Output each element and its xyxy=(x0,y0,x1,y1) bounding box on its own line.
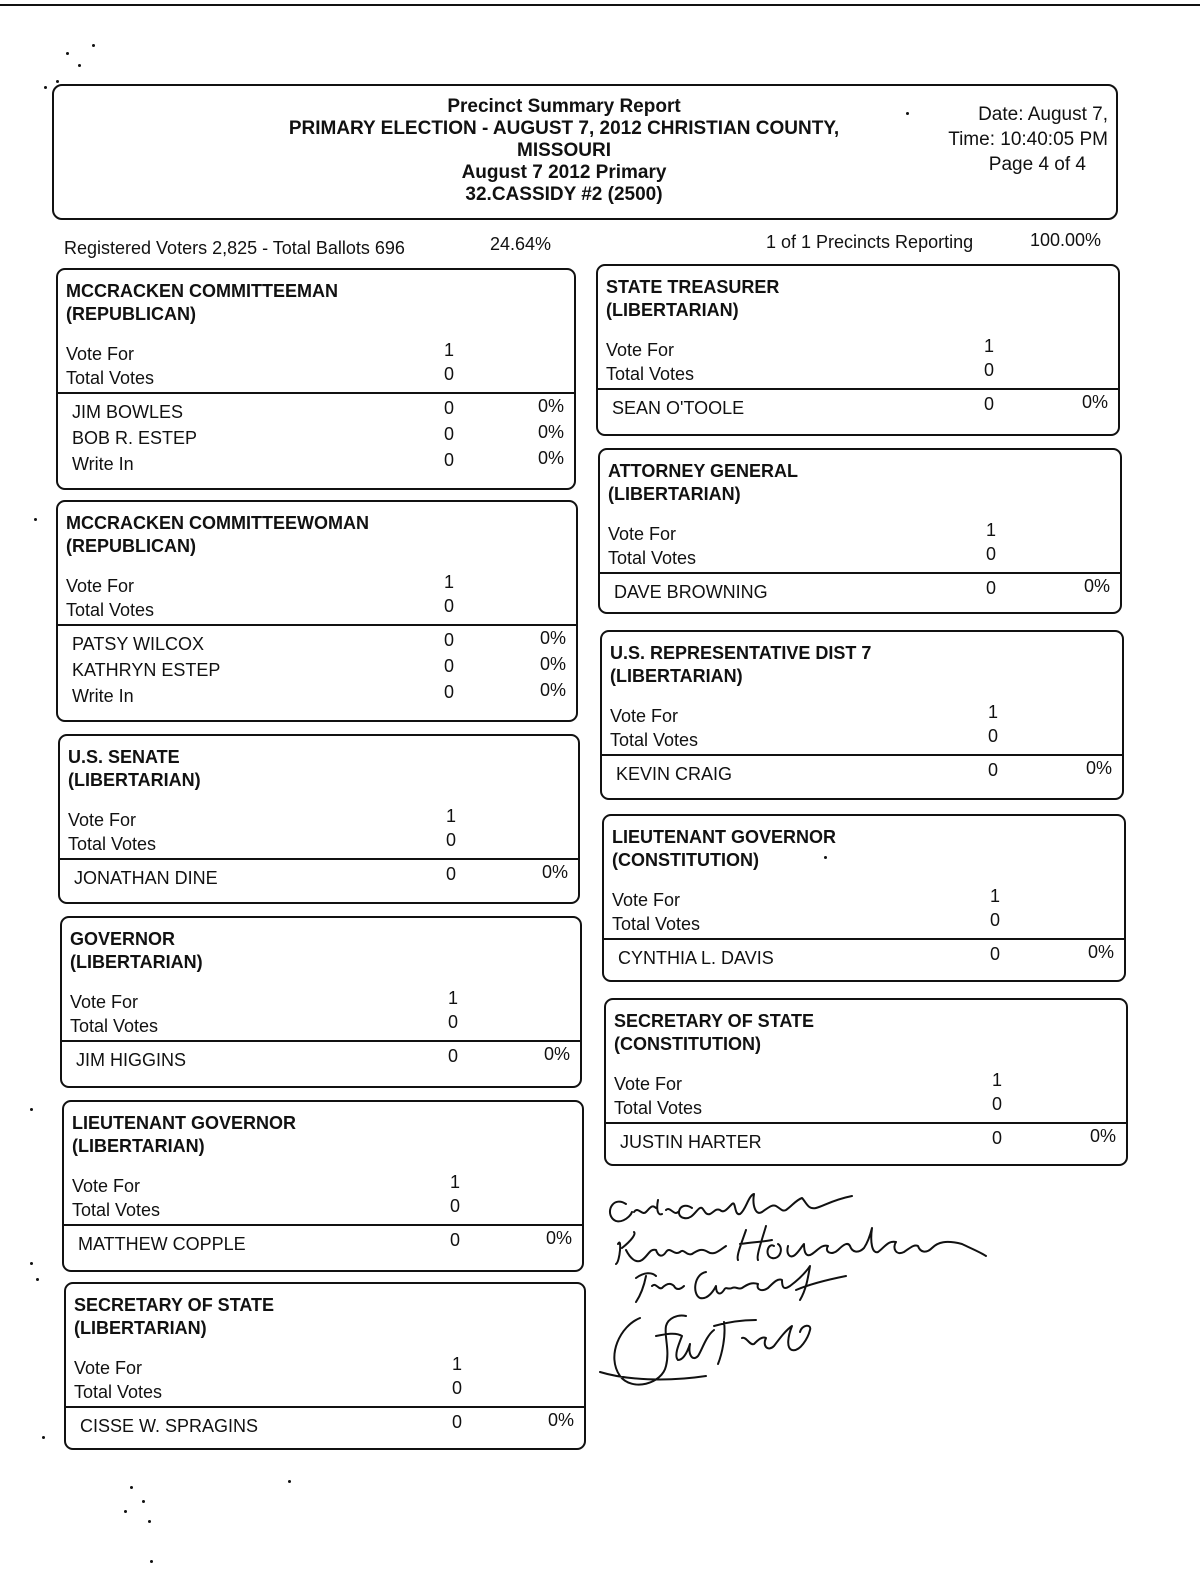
race-title-office: LIEUTENANT GOVERNOR xyxy=(612,827,837,847)
report-header xyxy=(52,84,1118,220)
scan-speck xyxy=(66,52,69,55)
race-divider xyxy=(58,392,574,394)
scan-speck xyxy=(142,1500,145,1503)
race-title-party: (CONSTITUTION) xyxy=(612,850,759,870)
total-votes-label: Total Votes xyxy=(68,834,157,854)
candidate-votes: 0 xyxy=(987,760,998,780)
candidate-name: KEVIN CRAIG xyxy=(616,764,733,784)
scan-speck xyxy=(36,1278,39,1281)
candidate-votes: 0 xyxy=(985,578,996,598)
race-title-office: LIEUTENANT GOVERNOR xyxy=(72,1113,297,1133)
race-title xyxy=(612,826,836,872)
race-title-office: MCCRACKEN COMMITTEEWOMAN xyxy=(66,513,369,533)
vote-for-label: Vote For xyxy=(610,706,679,726)
candidate-percent: 0% xyxy=(1089,1126,1116,1146)
vote-for-value: 1 xyxy=(985,520,996,540)
report-date: Date: August 7, xyxy=(978,104,1108,125)
candidate-votes: 0 xyxy=(449,1230,460,1250)
race-title-office: SECRETARY OF STATE xyxy=(614,1011,815,1031)
race-title-office: U.S. REPRESENTATIVE DIST 7 xyxy=(610,643,872,663)
vote-for-value: 1 xyxy=(443,572,454,592)
race-box xyxy=(60,916,582,1088)
race-box xyxy=(58,734,580,904)
vote-for-value: 1 xyxy=(989,886,1000,906)
total-votes-value: 0 xyxy=(449,1196,460,1216)
precinct-name: 32.CASSIDY #2 (2500) xyxy=(465,184,663,205)
race-title-party: (LIBERTARIAN) xyxy=(610,666,743,686)
candidate-name: SEAN O'TOOLE xyxy=(612,398,745,418)
scan-speck xyxy=(92,44,95,47)
race-divider xyxy=(60,858,578,860)
scan-speck xyxy=(906,112,909,115)
vote-for-label: Vote For xyxy=(70,992,139,1012)
registered-voters: Registered Voters 2,825 - Total Ballots 696 xyxy=(64,238,405,258)
vote-for-value: 1 xyxy=(449,1172,460,1192)
candidate-name: JIM BOWLES xyxy=(72,402,184,422)
vote-for-value: 1 xyxy=(987,702,998,722)
candidate-votes: 0 xyxy=(443,682,454,702)
total-votes-label: Total Votes xyxy=(72,1200,161,1220)
race-title-party: (LIBERTARIAN) xyxy=(68,770,201,790)
race-title-office: U.S. SENATE xyxy=(68,747,180,767)
candidate-name: BOB R. ESTEP xyxy=(72,428,198,448)
vote-for-label: Vote For xyxy=(612,890,681,910)
race-title xyxy=(70,928,203,974)
candidate-percent: 0% xyxy=(1087,942,1114,962)
scan-speck xyxy=(130,1486,133,1489)
race-box xyxy=(64,1282,586,1450)
candidate-votes: 0 xyxy=(989,944,1000,964)
candidate-votes: 0 xyxy=(445,864,456,884)
candidate-percent: 0% xyxy=(1081,392,1108,412)
report-time: Time: 10:40:05 PM xyxy=(948,129,1108,150)
signature-1 xyxy=(610,1194,852,1221)
race-title xyxy=(66,512,369,558)
race-title-party: (LIBERTARIAN) xyxy=(608,484,741,504)
race-box xyxy=(598,448,1122,614)
scan-speck xyxy=(56,80,59,83)
vote-for-value: 1 xyxy=(991,1070,1002,1090)
scan-speck xyxy=(30,1262,33,1265)
candidate-name: JIM HIGGINS xyxy=(76,1050,187,1070)
vote-for-label: Vote For xyxy=(68,810,137,830)
race-title-office: STATE TREASURER xyxy=(606,277,780,297)
candidate-votes: 0 xyxy=(991,1128,1002,1148)
turnout-percent: 24.64% xyxy=(490,234,552,254)
candidate-percent: 0% xyxy=(539,628,566,648)
candidate-percent: 0% xyxy=(539,680,566,700)
vote-for-label: Vote For xyxy=(72,1176,141,1196)
vote-for-value: 1 xyxy=(451,1354,462,1374)
candidate-name: CISSE W. SPRAGINS xyxy=(80,1416,259,1436)
candidate-percent: 0% xyxy=(1085,758,1112,778)
race-divider xyxy=(604,938,1124,940)
scan-speck xyxy=(34,518,37,521)
total-votes-label: Total Votes xyxy=(614,1098,703,1118)
race-box xyxy=(604,998,1128,1166)
race-title xyxy=(68,746,201,792)
race-title-office: MCCRACKEN COMMITTEEMAN xyxy=(66,281,338,301)
total-votes-value: 0 xyxy=(989,910,1000,930)
race-box xyxy=(56,500,578,722)
candidate-percent: 0% xyxy=(537,396,564,416)
scan-speck xyxy=(288,1480,291,1483)
race-title-office: ATTORNEY GENERAL xyxy=(608,461,799,481)
candidate-votes: 0 xyxy=(443,398,454,418)
report-title-block xyxy=(224,96,904,206)
vote-for-label: Vote For xyxy=(608,524,677,544)
total-votes-label: Total Votes xyxy=(612,914,701,934)
race-title xyxy=(74,1294,274,1340)
race-title xyxy=(608,460,798,506)
scan-top-edge xyxy=(0,4,1200,6)
candidate-percent: 0% xyxy=(537,448,564,468)
candidate-votes: 0 xyxy=(451,1412,462,1432)
candidate-name: Write In xyxy=(72,454,134,474)
race-box xyxy=(56,268,576,490)
precincts-percent: 100.00% xyxy=(1030,230,1102,250)
total-votes-value: 0 xyxy=(443,596,454,616)
total-votes-value: 0 xyxy=(983,360,994,380)
scan-speck xyxy=(148,1520,151,1523)
candidate-votes: 0 xyxy=(443,630,454,650)
race-title-party: (REPUBLICAN) xyxy=(66,536,196,556)
race-box xyxy=(596,264,1120,436)
candidate-percent: 0% xyxy=(1083,576,1110,596)
scan-speck xyxy=(124,1510,127,1513)
race-divider xyxy=(66,1406,584,1408)
total-votes-value: 0 xyxy=(991,1094,1002,1114)
total-votes-value: 0 xyxy=(985,544,996,564)
total-votes-value: 0 xyxy=(451,1378,462,1398)
race-box xyxy=(602,814,1126,982)
candidate-name: PATSY WILCOX xyxy=(72,634,205,654)
race-title-party: (LIBERTARIAN) xyxy=(606,300,739,320)
race-title-party: (CONSTITUTION) xyxy=(614,1034,761,1054)
total-votes-label: Total Votes xyxy=(74,1382,163,1402)
race-title-party: (LIBERTARIAN) xyxy=(70,952,203,972)
candidate-name: Write In xyxy=(72,686,134,706)
total-votes-label: Total Votes xyxy=(70,1016,159,1036)
race-divider xyxy=(62,1040,580,1042)
vote-for-value: 1 xyxy=(447,988,458,1008)
race-divider xyxy=(600,572,1120,574)
signature-4 xyxy=(600,1315,810,1384)
election-state: MISSOURI xyxy=(517,140,611,161)
candidate-percent: 0% xyxy=(545,1228,572,1248)
race-divider xyxy=(606,1122,1126,1124)
total-votes-value: 0 xyxy=(987,726,998,746)
election-subtitle: August 7 2012 Primary xyxy=(461,162,667,183)
race-title xyxy=(614,1010,814,1056)
scan-speck xyxy=(150,1560,153,1563)
race-title xyxy=(72,1112,296,1158)
report-meta xyxy=(948,102,1108,177)
candidate-name: CYNTHIA L. DAVIS xyxy=(618,948,774,968)
candidate-name: JUSTIN HARTER xyxy=(620,1132,762,1152)
vote-for-value: 1 xyxy=(445,806,456,826)
vote-for-label: Vote For xyxy=(66,576,135,596)
candidate-votes: 0 xyxy=(443,424,454,444)
race-box xyxy=(600,630,1124,800)
race-title xyxy=(606,276,779,322)
race-divider xyxy=(602,754,1122,756)
candidate-name: JONATHAN DINE xyxy=(74,868,218,888)
scan-speck xyxy=(44,86,47,89)
vote-for-label: Vote For xyxy=(614,1074,683,1094)
candidate-votes: 0 xyxy=(447,1046,458,1066)
report-title: Precinct Summary Report xyxy=(447,96,681,117)
vote-for-label: Vote For xyxy=(606,340,675,360)
candidate-name: KATHRYN ESTEP xyxy=(72,660,221,680)
page-number: Page 4 of 4 xyxy=(988,154,1086,175)
candidate-percent: 0% xyxy=(543,1044,570,1064)
candidate-percent: 0% xyxy=(539,654,566,674)
total-votes-label: Total Votes xyxy=(610,730,699,750)
scan-speck xyxy=(30,1108,33,1111)
total-votes-label: Total Votes xyxy=(66,368,155,388)
scan-speck xyxy=(78,64,81,67)
signature-3 xyxy=(636,1266,846,1302)
race-title xyxy=(66,280,338,326)
candidate-votes: 0 xyxy=(443,450,454,470)
total-votes-value: 0 xyxy=(443,364,454,384)
precincts-reporting: 1 of 1 Precincts Reporting xyxy=(766,232,974,252)
total-votes-value: 0 xyxy=(445,830,456,850)
race-title-office: SECRETARY OF STATE xyxy=(74,1295,275,1315)
race-title-party: (LIBERTARIAN) xyxy=(74,1318,207,1338)
race-title-party: (REPUBLICAN) xyxy=(66,304,196,324)
race-divider xyxy=(64,1224,582,1226)
scan-speck xyxy=(42,1436,45,1439)
race-divider xyxy=(598,388,1118,390)
total-votes-value: 0 xyxy=(447,1012,458,1032)
race-title xyxy=(610,642,871,688)
vote-for-value: 1 xyxy=(983,336,994,356)
candidate-votes: 0 xyxy=(443,656,454,676)
vote-for-value: 1 xyxy=(443,340,454,360)
signature-block xyxy=(596,1186,996,1396)
scan-speck xyxy=(824,856,827,859)
race-title-office: GOVERNOR xyxy=(70,929,176,949)
candidate-name: MATTHEW COPPLE xyxy=(78,1234,246,1254)
candidate-percent: 0% xyxy=(537,422,564,442)
election-name: PRIMARY ELECTION - AUGUST 7, 2012 CHRISTIAN COUNTY, xyxy=(288,118,840,139)
vote-for-label: Vote For xyxy=(66,344,135,364)
total-votes-label: Total Votes xyxy=(66,600,155,620)
vote-for-label: Vote For xyxy=(74,1358,143,1378)
race-divider xyxy=(58,624,576,626)
candidate-percent: 0% xyxy=(541,862,568,882)
signature-2 xyxy=(616,1226,986,1264)
race-box xyxy=(62,1100,584,1272)
race-title-party: (LIBERTARIAN) xyxy=(72,1136,205,1156)
total-votes-label: Total Votes xyxy=(606,364,695,384)
total-votes-label: Total Votes xyxy=(608,548,697,568)
candidate-percent: 0% xyxy=(547,1410,574,1430)
candidate-votes: 0 xyxy=(983,394,994,414)
candidate-name: DAVE BROWNING xyxy=(614,582,768,602)
